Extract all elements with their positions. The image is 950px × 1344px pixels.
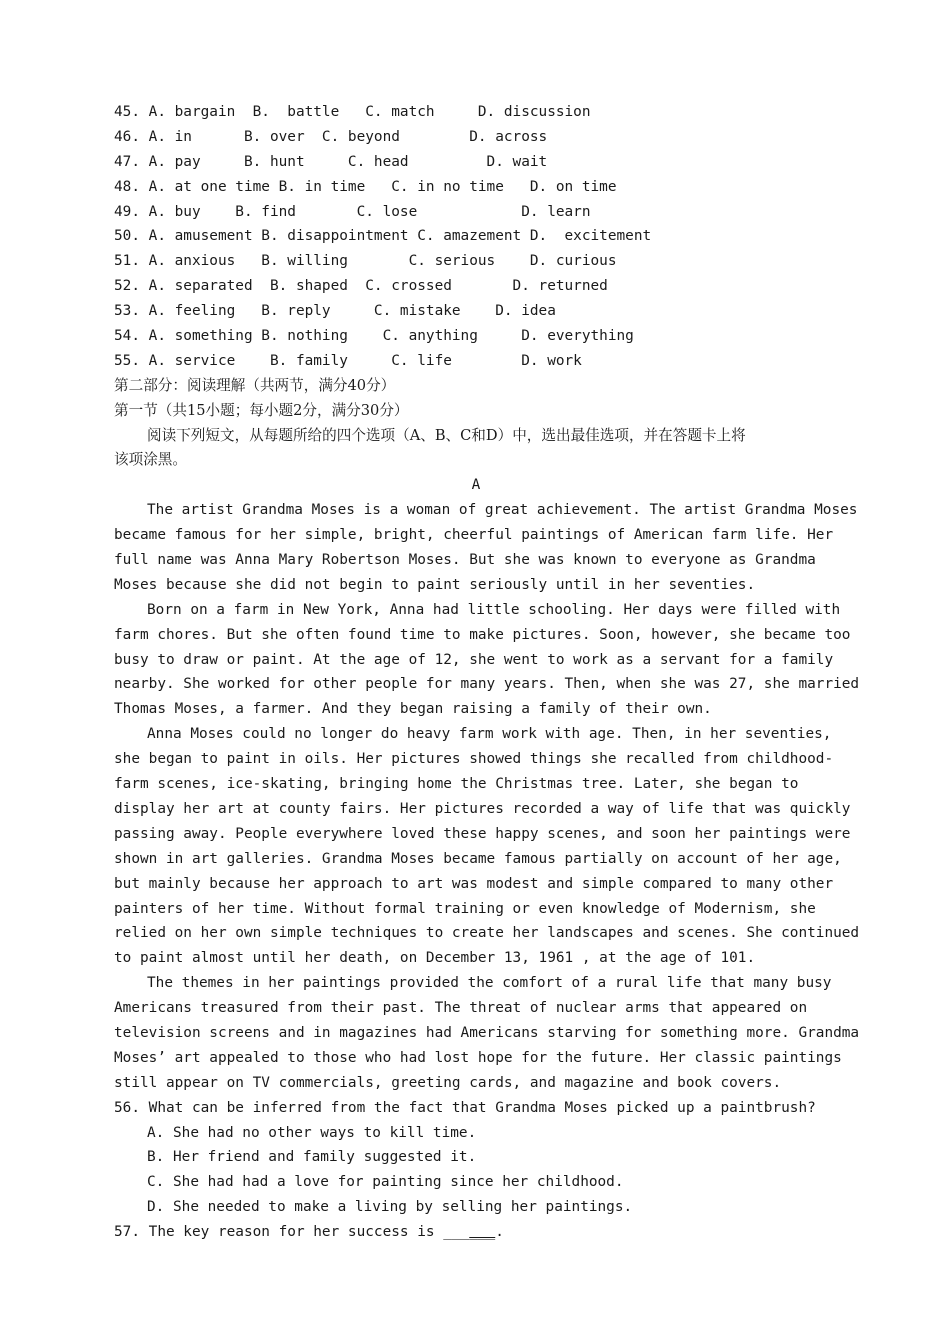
passage-line: full name was Anna Mary Robertson Moses. But she was known to everyone as Grandma — [114, 552, 816, 569]
option-row: 54. A. something B. nothing C. anything D. everything — [114, 328, 634, 345]
passage-line: relied on her own simple techniques to create her landscapes and scenes. She continued — [114, 925, 860, 942]
instructions-line: 阅读下列短文，从每题所给的四个选项（A、B、C和D）中，选出最佳选项，并在答题卡上将 — [147, 426, 746, 444]
passage-line: to paint almost until her death, on December 13, 1961 , at the age of 101. — [114, 950, 756, 967]
passage-line: farm scenes, ice-skating, bringing home the Christmas tree. Later, she began to — [114, 776, 799, 793]
section-title: 第二部分：阅读理解（共两节，满分40分） — [114, 376, 396, 394]
answer-option: A. She had no other ways to kill time. — [147, 1124, 477, 1141]
answer-option: B. Her friend and family suggested it. — [147, 1149, 477, 1166]
option-row: 50. A. amusement B. disappointment C. amazement D. excitement — [114, 228, 652, 245]
question-stem-text: 57. The key reason for her success is ___ — [114, 1224, 470, 1241]
passage-line: Americans treasured from their past. The threat of nuclear arms that appeared on — [114, 1000, 808, 1017]
passage-line: display her art at county fairs. Her pictures recorded a way of life that was quickly — [114, 800, 851, 817]
option-row: 47. A. pay B. hunt C. head D. wait — [114, 153, 548, 170]
passage-line: shown in art galleries. Grandma Moses became famous partially on account of her age, — [114, 850, 842, 867]
passage-line: nearby. She worked for other people for many years. Then, when she was 27, she married — [114, 676, 860, 693]
passage-line: became famous for her simple, bright, cheerful paintings of American farm life. Her — [114, 527, 834, 544]
passage-line: television screens and in magazines had Americans starving for something more. Grandma — [114, 1024, 860, 1041]
passage-line: Moses’ art appealed to those who had lost hope for the future. Her classic paintings — [114, 1049, 842, 1066]
option-row: 51. A. anxious B. willing C. serious D. curious — [114, 253, 617, 270]
question-stem — [114, 1220, 838, 1245]
option-row: 49. A. buy B. find C. lose D. learn — [114, 203, 591, 220]
instructions-line: 该项涂黑。 — [114, 451, 187, 469]
passage-label: A — [471, 477, 481, 494]
passage-line: but mainly because her approach to art was modest and simple compared to many other — [114, 875, 834, 892]
answer-blank: ___ — [469, 1224, 496, 1241]
question-stem: 56. What can be inferred from the fact that Grandma Moses picked up a paintbrush? — [114, 1099, 816, 1116]
passage — [114, 498, 860, 1095]
question-stem-end: . — [495, 1224, 504, 1241]
option-row: 52. A. separated B. shaped C. crossed D. returned — [114, 278, 608, 295]
passage-line: passing away. People everywhere loved these happy scenes, and soon her paintings were — [114, 825, 851, 842]
option-row: 48. A. at one time B. in time C. in no time D. on time — [114, 178, 617, 195]
passage-line: The artist Grandma Moses is a woman of great achievement. The artist Grandma Moses — [147, 502, 858, 519]
passage-line: she began to paint in oils. Her pictures showed things she recalled from childhood- — [114, 751, 834, 768]
options-block — [114, 100, 838, 374]
answer-option: C. She had had a love for painting since her childhood. — [147, 1174, 624, 1191]
option-row: 53. A. feeling B. reply C. mistake D. idea — [114, 303, 556, 320]
passage-line: The themes in her paintings provided the comfort of a rural life that many busy — [147, 975, 832, 992]
passage-line: Thomas Moses, a farmer. And they began raising a family of their own. — [114, 701, 712, 718]
option-row: 45. A. bargain B. battle C. match D. discussion — [114, 104, 591, 120]
question-57 — [114, 1220, 838, 1245]
document-page — [114, 100, 860, 1245]
question-56 — [114, 1096, 838, 1220]
passage-line: still appear on TV commercials, greeting cards, and magazine and book covers. — [114, 1074, 782, 1091]
option-row: 46. A. in B. over C. beyond D. across — [114, 128, 548, 145]
passage-line: painters of her time. Without formal training or even knowledge of Modernism, she — [114, 900, 816, 917]
passage-line: Born on a farm in New York, Anna had little schooling. Her days were filled with — [147, 601, 841, 618]
passage-line: busy to draw or paint. At the age of 12, she went to work as a servant for a family — [114, 651, 834, 668]
passage-line: farm chores. But she often found time to make pictures. Soon, however, she became too — [114, 626, 851, 643]
answer-option: D. She needed to make a living by selling her paintings. — [147, 1199, 633, 1216]
option-row: 55. A. service B. family C. life D. work — [114, 352, 582, 369]
subsection-title: 第一节（共15小题；每小题2分，满分30分） — [114, 401, 409, 419]
passage-line: Moses because she did not begin to paint seriously until in her seventies. — [114, 576, 756, 593]
passage-line: Anna Moses could no longer do heavy farm work with age. Then, in her seventies, — [147, 726, 832, 743]
